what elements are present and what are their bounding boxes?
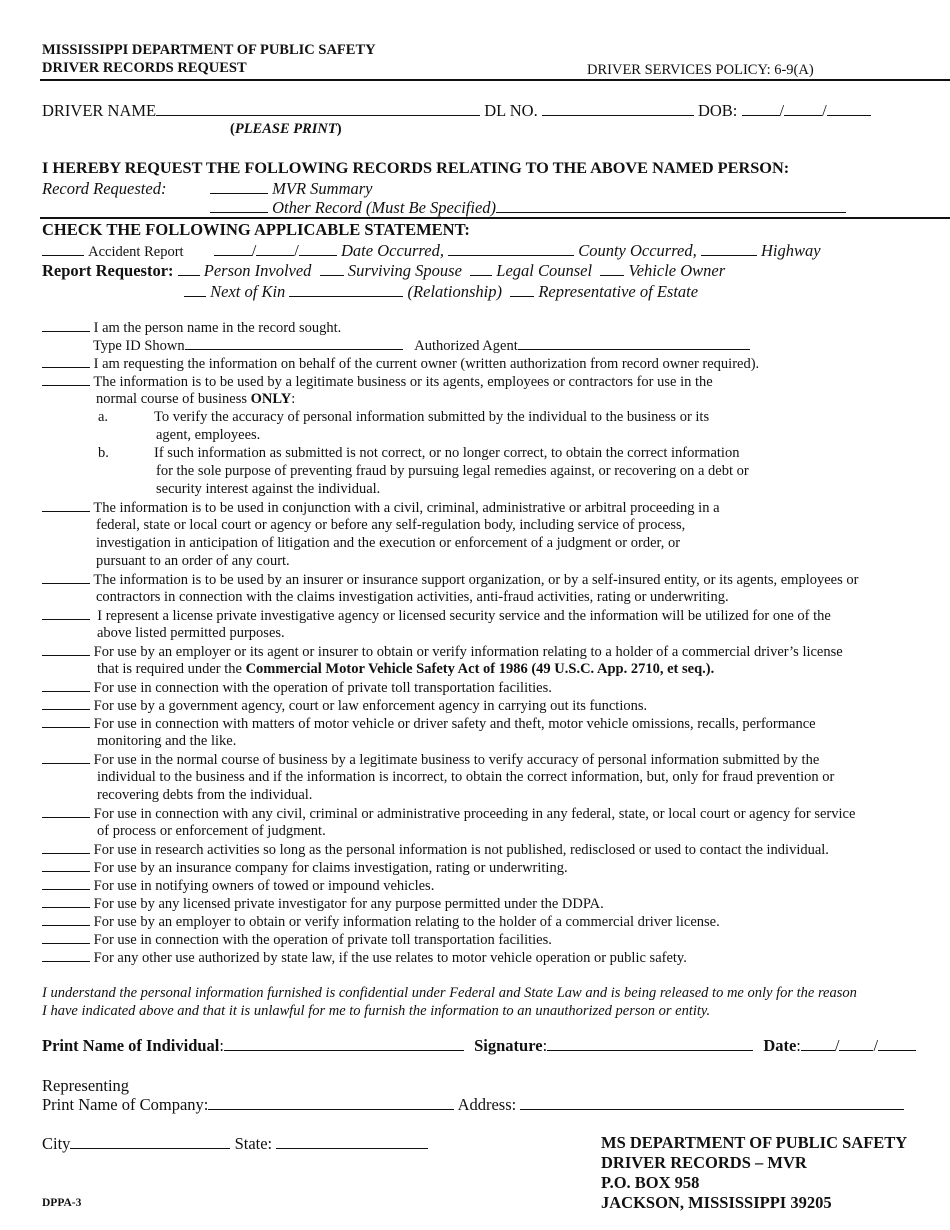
- form-title: DRIVER RECORDS REQUEST: [42, 60, 247, 76]
- authorized-agent-field[interactable]: [518, 337, 750, 350]
- dob-year-field[interactable]: [827, 103, 871, 116]
- statement-line: normal course of business ONLY:: [96, 391, 296, 407]
- other-record-field[interactable]: [496, 200, 846, 213]
- statement-item: For use in notifying owners of towed or impound vehicles.: [42, 877, 434, 895]
- address-field[interactable]: [520, 1097, 904, 1110]
- sign-day-field[interactable]: [839, 1038, 873, 1051]
- statement-checkline[interactable]: [42, 643, 90, 656]
- statement-item: For use in connection with the operation of private toll transportation facilities.: [42, 931, 552, 949]
- company-row: [42, 1095, 904, 1115]
- driver-info-row: DRIVER NAME DL NO. DOB: / /: [42, 101, 871, 121]
- statement-checkline[interactable]: [42, 913, 90, 926]
- accident-day-field[interactable]: [256, 243, 294, 256]
- statement-checkline[interactable]: [42, 319, 90, 332]
- sub-item-line: If such information as submitted is not correct, or no longer correct, to obtain the correct information: [154, 445, 740, 461]
- next-of-kin-checkline[interactable]: [184, 284, 206, 297]
- statement-checkline[interactable]: [42, 859, 90, 872]
- state-field[interactable]: [276, 1136, 428, 1149]
- statement-item: I am requesting the information on behalf of the current owner (written authorization from record owner required).: [42, 355, 759, 373]
- statement-item: For use in connection with any civil, criminal or administrative proceeding in any federal, state, or local court or agency for service: [42, 805, 855, 823]
- statement-checkline[interactable]: [42, 751, 90, 764]
- statement-checkline[interactable]: [42, 841, 90, 854]
- driver-name-field[interactable]: [156, 103, 480, 116]
- statement-checkline[interactable]: [42, 931, 90, 944]
- statement-item: I am the person name in the record sought.: [42, 319, 341, 337]
- statement-line: pursuant to an order of any court.: [96, 553, 290, 569]
- mvr-summary-checkline[interactable]: [210, 181, 268, 194]
- city-label: City: [42, 1134, 71, 1153]
- sign-year-field[interactable]: [878, 1038, 916, 1051]
- highway-field[interactable]: [701, 243, 757, 256]
- statement-line: contractors in connection with the claims investigation activities, anti-fraud activities, rating or underwriting.: [96, 589, 729, 605]
- company-label: Print Name of Company:: [42, 1095, 209, 1114]
- record-requested-label: Record Requested:: [42, 179, 167, 198]
- mailing-line: P.O. BOX 958: [601, 1173, 700, 1192]
- representing-label: Representing: [42, 1076, 130, 1095]
- statement-checkline[interactable]: [42, 499, 90, 512]
- sub-item-line: agent, employees.: [156, 427, 261, 443]
- sub-item-line: for the sole purpose of preventing fraud by pursuing legal remedies against, or recovering on a debt or: [156, 463, 749, 479]
- policy-number: DRIVER SERVICES POLICY: 6-9(A): [587, 62, 814, 78]
- report-requestor-label: Report Requestor:: [42, 261, 174, 280]
- requestor-row-1: Report Requestor: Person Involved Surviving Spouse Legal Counsel Vehicle Owner: [42, 261, 726, 280]
- statement-checkline[interactable]: [42, 697, 90, 710]
- highway-label: Highway: [760, 241, 821, 260]
- statement-line: individual to the business and if the information is incorrect, to obtain the correct information, but, only for fraud prevention or: [97, 769, 835, 785]
- address-label: Address:: [457, 1095, 517, 1114]
- certification-line: I understand the personal information furnished is confidential under Federal and State Law and is being released to me only for the reason: [42, 985, 857, 1001]
- request-heading: I HEREBY REQUEST THE FOLLOWING RECORDS RELATING TO THE ABOVE NAMED PERSON:: [42, 158, 790, 177]
- sub-item-label: a.: [98, 409, 109, 425]
- city-state-row: [42, 1134, 428, 1154]
- certification-line: I have indicated above and that it is unlawful for me to furnish the information to an unauthorized person or entity.: [42, 1003, 711, 1019]
- statement-line: recovering debts from the individual.: [97, 787, 313, 803]
- statement-line: that is required under the Commercial Motor Vehicle Safety Act of 1986 (49 U.S.C. App. 2710, et seq.).: [97, 661, 715, 677]
- statement-checkline[interactable]: [42, 895, 90, 908]
- date-occurred-label: Date Occurred,: [341, 241, 444, 260]
- statement-item: The information is to be used in conjunction with a civil, criminal, administrative or arbitral proceeding in a: [42, 499, 720, 517]
- statement-checkline[interactable]: [42, 373, 90, 386]
- accident-report-checkline[interactable]: [42, 243, 84, 256]
- statement-item: For use in connection with the operation of private toll transportation facilities.: [42, 679, 552, 697]
- vehicle-owner-checkline[interactable]: [600, 263, 624, 276]
- requestor-row-2: Next of Kin (Relationship) Representative of Estate: [184, 282, 698, 302]
- statement-checkline[interactable]: [42, 607, 90, 620]
- person-involved-checkline[interactable]: [178, 263, 200, 276]
- statement-checkline[interactable]: [42, 877, 90, 890]
- statement-checkline[interactable]: [42, 355, 90, 368]
- sub-item-line: security interest against the individual.: [156, 481, 381, 497]
- dl-number-field[interactable]: [542, 103, 694, 116]
- county-occurred-label: County Occurred,: [578, 241, 697, 260]
- dob-month-field[interactable]: [742, 103, 780, 116]
- surviving-spouse-checkline[interactable]: [320, 263, 344, 276]
- signature-row: Print Name of Individual: Signature: Date: / /: [42, 1036, 916, 1056]
- city-field[interactable]: [70, 1136, 230, 1149]
- representative-estate-checkline[interactable]: [510, 284, 534, 297]
- mailing-line: MS DEPARTMENT OF PUBLIC SAFETY: [601, 1133, 908, 1152]
- statement-checkline[interactable]: [42, 679, 90, 692]
- statement-checkline[interactable]: [42, 715, 90, 728]
- statement-item: For use by a government agency, court or law enforcement agency in carrying out its functions.: [42, 697, 647, 715]
- statement-item: For use in the normal course of business by a legitimate business to verify accuracy of personal information submitted by the: [42, 751, 819, 769]
- signature-label: Signature: [474, 1036, 543, 1055]
- sign-month-field[interactable]: [801, 1038, 835, 1051]
- section-divider: [40, 217, 950, 219]
- dob-label: DOB:: [697, 101, 738, 120]
- type-id-field[interactable]: [185, 337, 403, 350]
- dob-day-field[interactable]: [784, 103, 822, 116]
- statement-checkline[interactable]: [42, 571, 90, 584]
- dl-label: DL NO.: [484, 101, 538, 120]
- state-label: State:: [234, 1134, 273, 1153]
- mailing-line: DRIVER RECORDS – MVR: [601, 1153, 807, 1172]
- statement-line: of process or enforcement of judgment.: [97, 823, 326, 839]
- accident-report-row: Accident Report / / Date Occurred, County Occurred, Highway: [42, 241, 821, 261]
- other-record-option[interactable]: Other Record (Must Be Specified): [210, 198, 846, 218]
- signature-field[interactable]: [547, 1038, 753, 1051]
- accident-month-field[interactable]: [214, 243, 252, 256]
- statement-item: For use by an employer or its agent or insurer to obtain or verify information relating to a holder of a commercial driver’s license: [42, 643, 843, 661]
- statement-item: I represent a license private investigative agency or licensed security service and the information will be utilized for one of the: [42, 607, 831, 625]
- mvr-summary-option[interactable]: MVR Summary: [210, 179, 372, 199]
- driver-name-label: DRIVER NAME: [42, 101, 157, 120]
- statement-item: For use in connection with matters of motor vehicle or driver safety and theft, motor vehicle omissions, recalls, performance: [42, 715, 816, 733]
- sub-item-label: b.: [98, 445, 109, 461]
- agency-name: MISSISSIPPI DEPARTMENT OF PUBLIC SAFETY: [42, 42, 376, 58]
- form-id: DPPA-3: [42, 1197, 82, 1209]
- print-name-label: Print Name of Individual: [42, 1036, 220, 1055]
- applicable-heading: CHECK THE FOLLOWING APPLICABLE STATEMENT:: [42, 220, 470, 239]
- statement-line: monitoring and the like.: [97, 733, 237, 749]
- type-id-row: Type ID Shown Authorized Agent: [93, 337, 750, 355]
- statement-item: For use by an employer to obtain or verify information relating to the holder of a commercial driver license.: [42, 913, 720, 931]
- statement-item: For use by an insurance company for claims investigation, rating or underwriting.: [42, 859, 568, 877]
- sub-item-line: To verify the accuracy of personal information submitted by the individual to the business or its: [154, 409, 710, 425]
- legal-counsel-checkline[interactable]: [470, 263, 492, 276]
- statement-checkline[interactable]: [42, 949, 90, 962]
- print-note: (PLEASE PRINT): [230, 121, 342, 137]
- header-divider: [40, 79, 950, 81]
- county-field[interactable]: [448, 243, 574, 256]
- statement-item: The information is to be used by an insurer or insurance support organization, or by a self-insured entity, or its agents, employees or: [42, 571, 858, 589]
- mailing-line: JACKSON, MISSISSIPPI 39205: [601, 1193, 832, 1212]
- company-field[interactable]: [208, 1097, 454, 1110]
- statement-line: investigation in anticipation of litigation and the execution or enforcement of a judgment or order, or: [96, 535, 681, 551]
- statement-item: For use by any licensed private investigator for any purpose permitted under the DDPA.: [42, 895, 604, 913]
- other-record-checkline[interactable]: [210, 200, 268, 213]
- statement-checkline[interactable]: [42, 805, 90, 818]
- statement-line: federal, state or local court or agency or before any self-regulation body, including service of process,: [96, 517, 686, 533]
- print-name-field[interactable]: [224, 1038, 464, 1051]
- statement-item: For any other use authorized by state law, if the use relates to motor vehicle operation or public safety.: [42, 949, 687, 967]
- date-label: Date: [763, 1036, 797, 1055]
- statement-item: The information is to be used by a legitimate business or its agents, employees or contractors for use in the: [42, 373, 713, 391]
- statement-item: For use in research activities so long as the personal information is not published, redisclosed or used to contact the individual.: [42, 841, 829, 859]
- relationship-field[interactable]: [289, 284, 403, 297]
- accident-year-field[interactable]: [299, 243, 337, 256]
- statement-line: above listed permitted purposes.: [97, 625, 285, 641]
